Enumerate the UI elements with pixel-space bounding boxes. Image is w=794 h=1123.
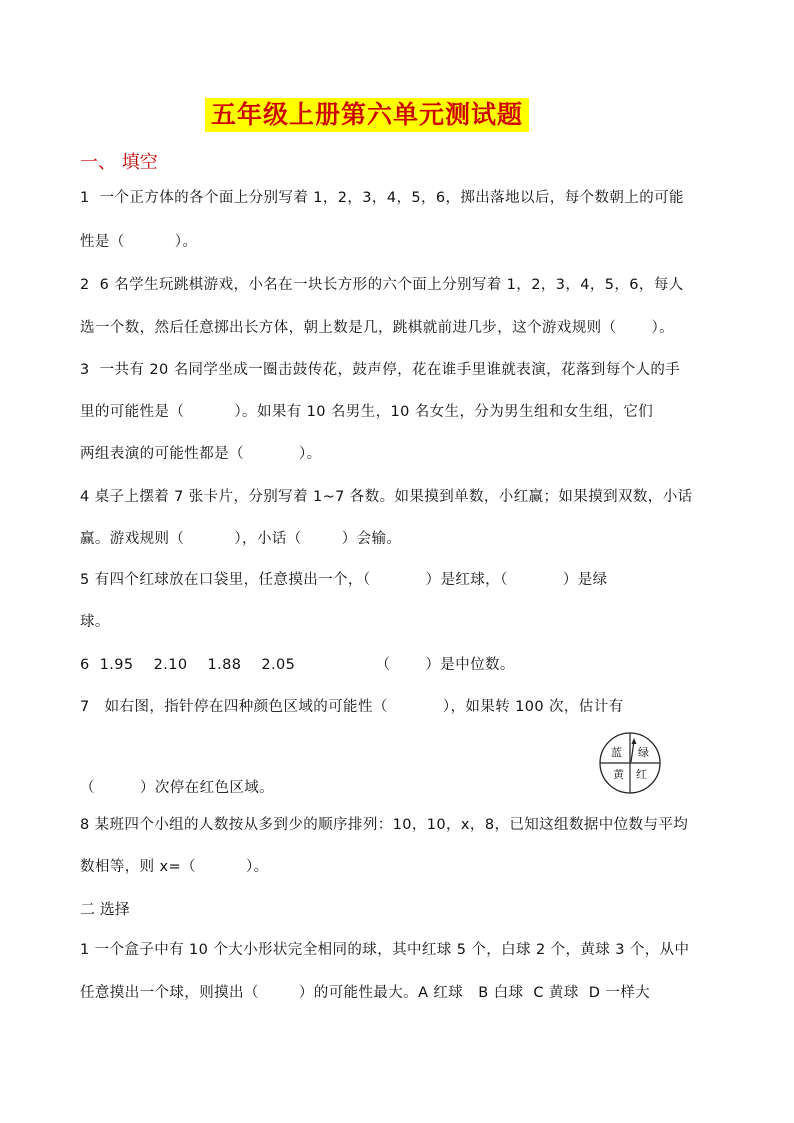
question-4-line-2: 赢。游戏规则（ ），小话（ ）会输。 (80, 531, 402, 547)
question-3-line-1: 3 一共有 20 名同学坐成一圈击鼓传花，鼓声停，花在谁手里谁就表演，花落到每个人的手 (80, 362, 681, 378)
choice-1-line-1: 1 一个盒子中有 10 个大小形状完全相同的球，其中红球 5 个，白球 2 个，黄球 3 个，从中 (80, 942, 690, 958)
question-6: 6 1.95 2.10 1.88 2.05 （ ）是中位数。 (80, 657, 515, 673)
question-3-line-2: 里的可能性是（ ）。如果有 10 名男生，10 名女生，分为男生组和女生组，它们 (80, 404, 654, 420)
question-7-line-2: （ ）次停在红色区域。 (80, 780, 275, 796)
question-5-line-2: 球。 (80, 614, 110, 630)
question-8-line-2: 数相等，则 x=（ ）。 (80, 859, 269, 875)
question-1-line-2: 性是（ ）。 (80, 234, 198, 250)
question-2-line-1: 2 6 名学生玩跳棋游戏，小名在一块长方形的六个面上分别写着 1，2，3，4，5，6，每人 (80, 277, 684, 293)
choice-1-line-2: 任意摸出一个球，则摸出（ ）的可能性最大。A 红球 B 白球 C 黄球 D 一样大 (80, 985, 651, 1001)
spinner-label-green: 绿 (638, 746, 649, 759)
spinner-label-yellow: 黄 (613, 768, 624, 781)
section-choice-heading: 二 选择 (80, 900, 130, 918)
question-8-line-1: 8 某班四个小组的人数按从多到少的顺序排列：10，10，x，8，已知这组数据中位数与平均 (80, 817, 689, 833)
question-2-line-2: 选一个数，然后任意掷出长方体，朝上数是几，跳棋就前进几步，这个游戏规则（ ）。 (80, 320, 675, 336)
question-4-line-1: 4 桌子上摆着 7 张卡片，分别写着 1~7 各数。如果摸到单数，小红赢；如果摸到双数，小话 (80, 489, 693, 505)
spinner-label-blue: 蓝 (611, 746, 622, 759)
spinner-label-red: 红 (636, 768, 647, 781)
spinner-diagram (598, 731, 662, 795)
question-5-line-1: 5 有四个红球放在口袋里，任意摸出一个，（ ）是红球，（ ）是绿 (80, 572, 608, 588)
page-title: 五年级上册第六单元测试题 (205, 98, 529, 132)
question-3-line-3: 两组表演的可能性都是（ ）。 (80, 446, 322, 462)
question-7-line-1: 7 如右图，指针停在四种颜色区域的可能性（ ），如果转 100 次，估计有 (80, 699, 624, 715)
section-fill-blank-heading: 一、 填空 (80, 152, 158, 173)
question-1-line-1: 1 一个正方体的各个面上分别写着 1，2，3，4，5，6，掷出落地以后，每个数朝上的可能 (80, 190, 684, 206)
